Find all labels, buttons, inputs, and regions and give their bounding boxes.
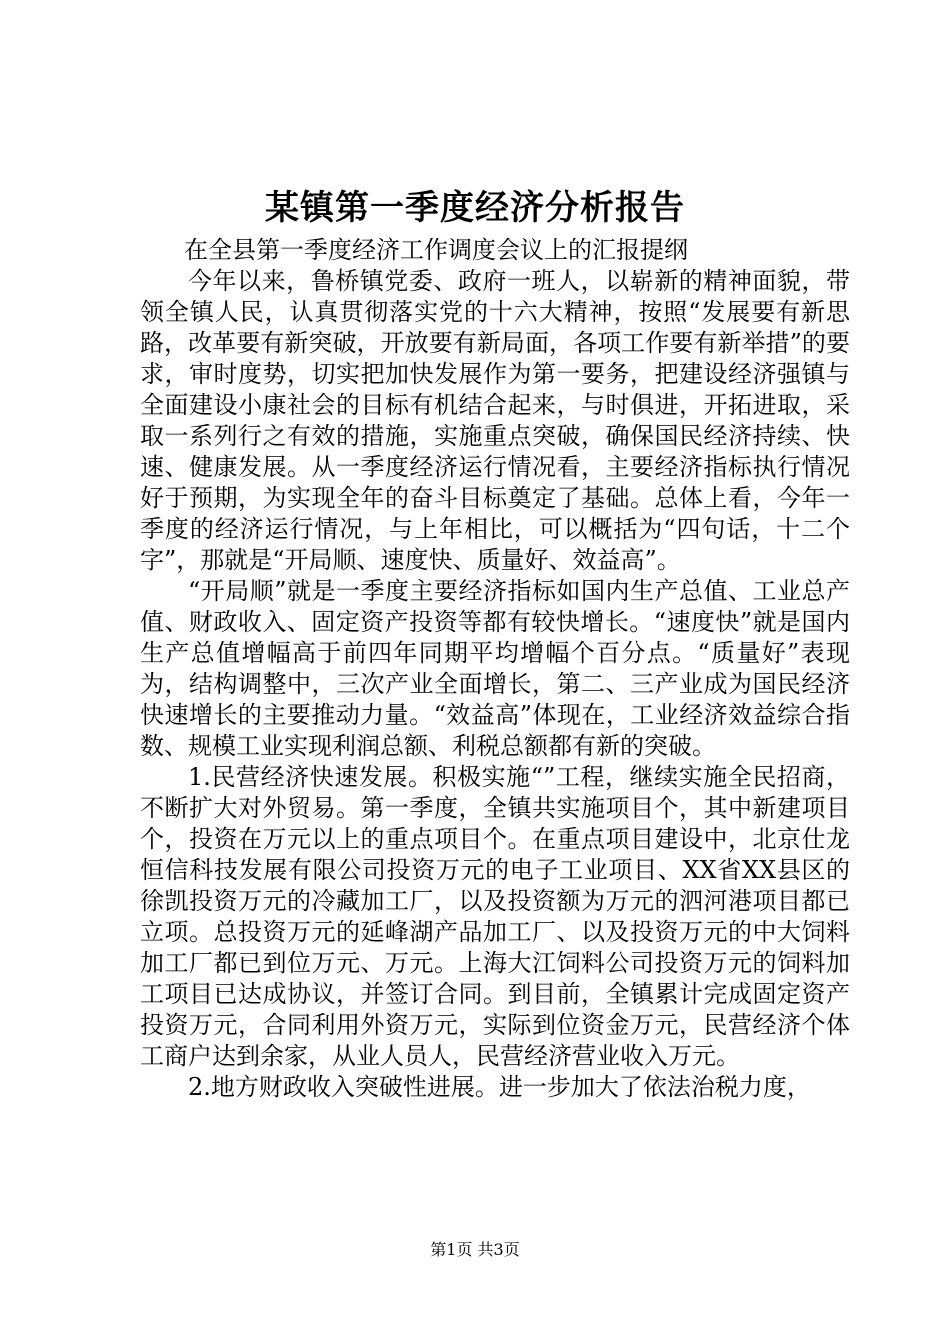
subtitle-paragraph: 在全县第一季度经济工作调度会议上的汇报提纲	[184, 236, 688, 264]
document-title: 某镇第一季度经济分析报告	[265, 188, 685, 228]
document-body	[140, 235, 850, 1103]
body-paragraph: 2.地方财政收入突破性进展。进一步加大了依法治税力度，	[188, 1073, 811, 1101]
body-paragraph: 1.民营经济快速发展。积极实施“”工程，继续实施全民招商，不断扩大对外贸易。第一季度，全镇共实施项目个，其中新建项目个，投资在万元以上的重点项目个。在重点项目建设中，北京仕龙恒信科技发展有限公司投资万元的电子工业项目、XX省XX县区的徐凯投资万元的冷藏加工厂，以及投资额为万元的泗河港项目都已立项。总投资万元的延峰湖产品加工厂、以及投资万元的中大饲料加工厂都已到位万元、万元。上海大江饲料公司投资万元的饲料加工项目已达成协议，并签订合同。到目前，全镇累计完成固定资产投资万元，合同利用外资万元，实际到位资金万元，民营经济个体工商户达到余家，从业人员人，民营经济营业收入万元。	[140, 763, 850, 1070]
body-paragraph: “开局顺”就是一季度主要经济指标如国内生产总值、工业总产值、财政收入、固定资产投资等都有较快增长。“速度快”就是国内生产总值增幅高于前四年同期平均增幅个百分点。“质量好”表现为，结构调整中，三次产业全面增长，第二、三产业成为国民经济快速增长的主要推动力量。“效益高”体现在，工业经济效益综合指数、规模工业实现利润总额、利税总额都有新的突破。	[140, 577, 850, 760]
page-footer: 第1页 共3页	[430, 1240, 520, 1259]
body-paragraph: 今年以来，鲁桥镇党委、政府一班人，以崭新的精神面貌，带领全镇人民，认真贯彻落实党的十六大精神，按照“发展要有新思路，改革要有新突破，开放要有新局面，各项工作要有新举措”的要求，审时度势，切实把加快发展作为第一要务，把建设经济强镇与全面建设小康社会的目标有机结合起来，与时俱进，开拓进取，采取一系列行之有效的措施，实施重点突破，确保国民经济持续、快速、健康发展。从一季度经济运行情况看，主要经济指标执行情况好于预期，为实现全年的奋斗目标奠定了基础。总体上看，今年一季度的经济运行情况，与上年相比，可以概括为“四句话，十二个字”，那就是“开局顺、速度快、质量好、效益高”。	[140, 267, 850, 574]
